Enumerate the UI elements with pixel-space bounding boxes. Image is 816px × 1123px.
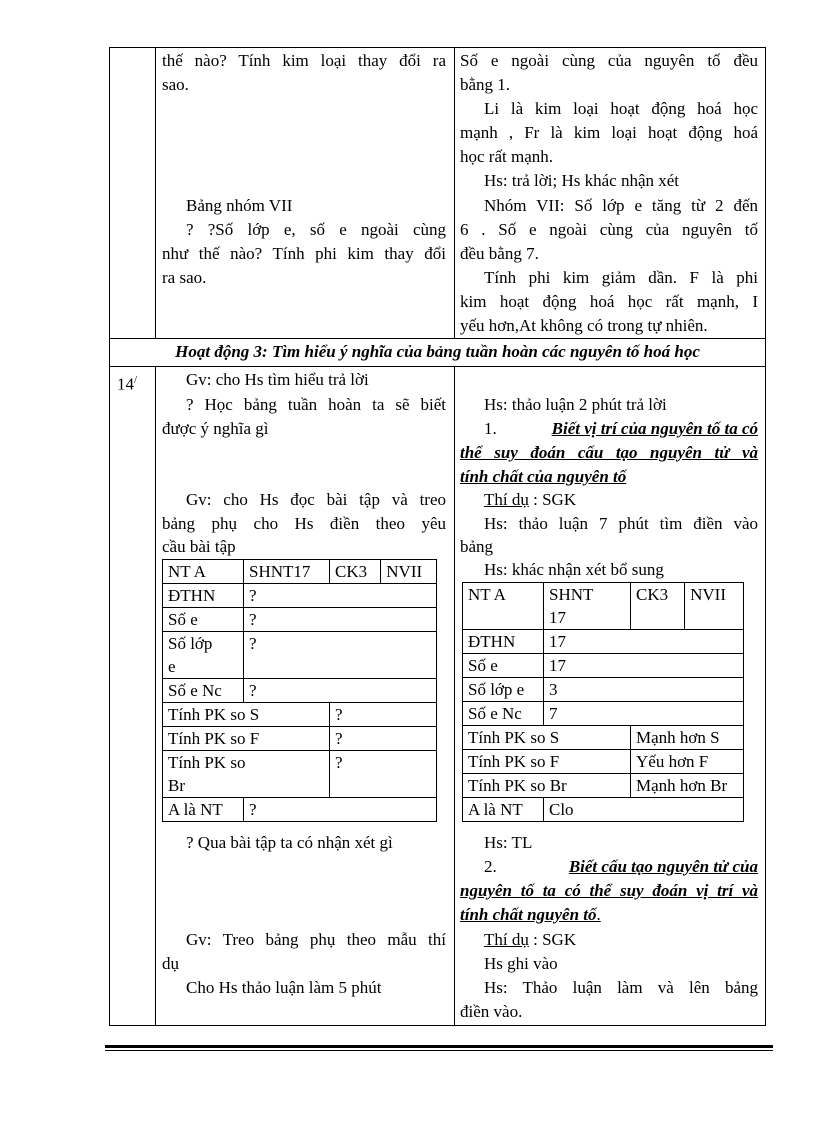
right-line: Hs: Thảo luận làm và lên bảng — [484, 978, 758, 997]
right-line: Hs: thảo luận 2 phút trả lời — [484, 395, 667, 414]
left-line: Cho Hs thảo luận làm 5 phút — [186, 978, 382, 997]
point-heading: Biết vị trí của nguyên tố ta có — [551, 419, 758, 438]
table-cell: NVII — [685, 583, 744, 630]
row-divider — [109, 338, 766, 339]
table-row — [163, 608, 437, 632]
table-row — [163, 727, 437, 751]
column-divider-middle — [454, 366, 455, 1026]
column-divider-time — [155, 47, 156, 338]
table-cell: Số e — [163, 608, 244, 632]
table-cell: ? — [244, 608, 437, 632]
list-number: 1. — [484, 419, 497, 438]
table-cell: ? — [244, 798, 437, 822]
table-row — [163, 560, 437, 584]
table-cell: Tính PK so Br — [163, 751, 330, 798]
left-line: Gv: cho Hs tìm hiểu trả lời — [186, 370, 369, 389]
column-divider-middle — [454, 47, 455, 338]
table-cell: Clo — [544, 798, 744, 822]
table-cell: ? — [330, 727, 437, 751]
table-cell: CK3 — [631, 583, 685, 630]
row1-left-line: thế nào? Tính kim loại thay đổi ra — [162, 51, 446, 70]
table-border-top — [109, 47, 766, 48]
right-line: Hs: thảo luận 7 phút tìm điền vào — [484, 514, 758, 533]
right-line: Hs: TL — [484, 833, 533, 852]
table-row — [163, 679, 437, 703]
table-row — [463, 798, 744, 822]
left-line: Gv: cho Hs đọc bài tập và treo — [186, 490, 446, 509]
table-cell: Tính PK so F — [463, 750, 631, 774]
table-cell: ĐTHN — [463, 630, 544, 654]
column-divider-time — [155, 366, 156, 1026]
left-line: ? Học bảng tuần hoàn ta sẽ biết — [186, 395, 446, 414]
left-line: được ý nghĩa gì — [162, 419, 269, 438]
row1-right-line: Số e ngoài cùng của nguyên tố đều — [460, 51, 758, 70]
left-line: ? Qua bài tập ta có nhận xét gì — [186, 833, 393, 852]
row1-right-line: bằng 1. — [460, 75, 511, 94]
right-line — [484, 418, 758, 440]
table-cell: Số e Nc — [163, 679, 244, 703]
table-cell: Yếu hơn F — [631, 750, 744, 774]
table-cell: ? — [330, 751, 437, 798]
row1-right-line: yếu hơn,At không có trong tự nhiên. — [460, 316, 708, 335]
right-line: điền vào. — [460, 1002, 523, 1021]
right-line: Hs: khác nhận xét bổ sung — [484, 560, 664, 579]
row1-left-line: như thế nào? Tính phi kim thay đổi — [162, 244, 446, 263]
row1-right-line: 6 . Số e ngoài cùng của nguyên tố — [460, 220, 758, 239]
table-cell: Tính PK so F — [163, 727, 330, 751]
table-row — [463, 630, 744, 654]
row1-right-line: học rất mạnh. — [460, 147, 553, 166]
table-cell: 17 — [544, 630, 744, 654]
point-heading: nguyên tố ta có thể suy đoán vị trí và — [460, 881, 758, 900]
table-cell: Mạnh hơn S — [631, 726, 744, 750]
left-line: cầu bài tập — [162, 537, 236, 556]
row1-right-line: mạnh , Fr là kim loại hoạt động hoá — [460, 123, 758, 142]
time-value: 14 — [117, 374, 134, 394]
table-cell: Số e — [463, 654, 544, 678]
table-cell: CK3 — [330, 560, 381, 584]
table-row — [463, 678, 744, 702]
table-cell: ? — [244, 584, 437, 608]
row1-left-line: ra sao. — [162, 268, 207, 287]
table-row — [163, 703, 437, 727]
table-row — [463, 750, 744, 774]
table-cell: 17 — [544, 654, 744, 678]
table-cell: SHNT17 — [244, 560, 330, 584]
table-cell: SHNT 17 — [544, 583, 631, 630]
answer-table — [462, 582, 744, 822]
footer-rule-thick — [105, 1045, 773, 1048]
table-cell: NT A — [163, 560, 244, 584]
row1-right-line: Nhóm VII: Số lớp e tăng từ 2 đến — [484, 196, 758, 215]
table-cell: Tính PK so Br — [463, 774, 631, 798]
table-cell: A là NT — [463, 798, 544, 822]
table-cell: ĐTHN — [163, 584, 244, 608]
table-cell: Số lớp e — [163, 632, 244, 679]
table-row — [463, 654, 744, 678]
table-row — [163, 751, 437, 798]
row1-right-line: Hs: trả lời; Hs khác nhận xét — [484, 171, 680, 190]
time-cell — [117, 369, 137, 396]
table-border-bottom — [109, 1025, 766, 1026]
table-row — [463, 726, 744, 750]
table-row — [463, 774, 744, 798]
left-line: dụ — [162, 954, 179, 973]
row1-right-line: Tính phi kim giảm dần. F là phi — [484, 268, 758, 287]
table-cell: NT A — [463, 583, 544, 630]
question-table — [162, 559, 437, 822]
table-cell: 3 — [544, 678, 744, 702]
table-cell: Mạnh hơn Br — [631, 774, 744, 798]
point-heading: Biết cấu tạo nguyên tử của — [568, 857, 758, 876]
table-cell: ? — [244, 632, 437, 679]
left-line: bảng phụ cho Hs điền theo yêu — [162, 514, 446, 533]
table-row — [163, 798, 437, 822]
point-heading-line: tính chất nguyên tố. — [460, 905, 601, 924]
row1-left-line: sao. — [162, 75, 189, 94]
table-border-left — [109, 47, 110, 1026]
time-mark: / — [134, 374, 138, 386]
footer-rule-thin — [105, 1050, 773, 1051]
table-cell: A là NT — [163, 798, 244, 822]
right-line: bảng — [460, 537, 494, 556]
point-heading: thể suy đoán cấu tạo nguyên tử và — [460, 443, 758, 462]
table-cell: Tính PK so S — [163, 703, 330, 727]
table-cell: Tính PK so S — [463, 726, 631, 750]
table-row — [463, 702, 744, 726]
left-line: Gv: Treo bảng phụ theo mẫu thí — [186, 930, 446, 949]
table-cell: Số e Nc — [463, 702, 544, 726]
table-cell: Số lớp e — [463, 678, 544, 702]
right-line — [484, 856, 758, 878]
row-divider — [109, 366, 766, 367]
row1-right-line: kim hoạt động hoá học rất mạnh, I — [460, 292, 758, 311]
table-cell: ? — [330, 703, 437, 727]
row1-right-line: Li là kim loại hoạt động hoá học — [484, 99, 758, 118]
table-cell: ? — [244, 679, 437, 703]
table-row — [163, 632, 437, 679]
table-cell: NVII — [381, 560, 437, 584]
example-line: Thí dụ : SGK — [484, 930, 577, 949]
right-line: Hs ghi vào — [484, 954, 558, 973]
table-border-right — [765, 47, 766, 1026]
activity-heading: Hoạt động 3: Tìm hiểu ý nghĩa của bảng tuần hoàn các nguyên tố hoá học — [175, 342, 700, 361]
point-heading: tính chất của nguyên tố — [460, 467, 627, 486]
row1-right-line: đều bằng 7. — [460, 244, 539, 263]
table-row — [163, 584, 437, 608]
example-line: Thí dụ : SGK — [484, 490, 577, 509]
table-cell: 7 — [544, 702, 744, 726]
list-number: 2. — [484, 857, 497, 876]
table-row — [463, 583, 744, 630]
row1-left-line: Bảng nhóm VII — [186, 196, 293, 215]
row1-left-line: ? ?Số lớp e, số e ngoài cùng — [186, 220, 446, 239]
